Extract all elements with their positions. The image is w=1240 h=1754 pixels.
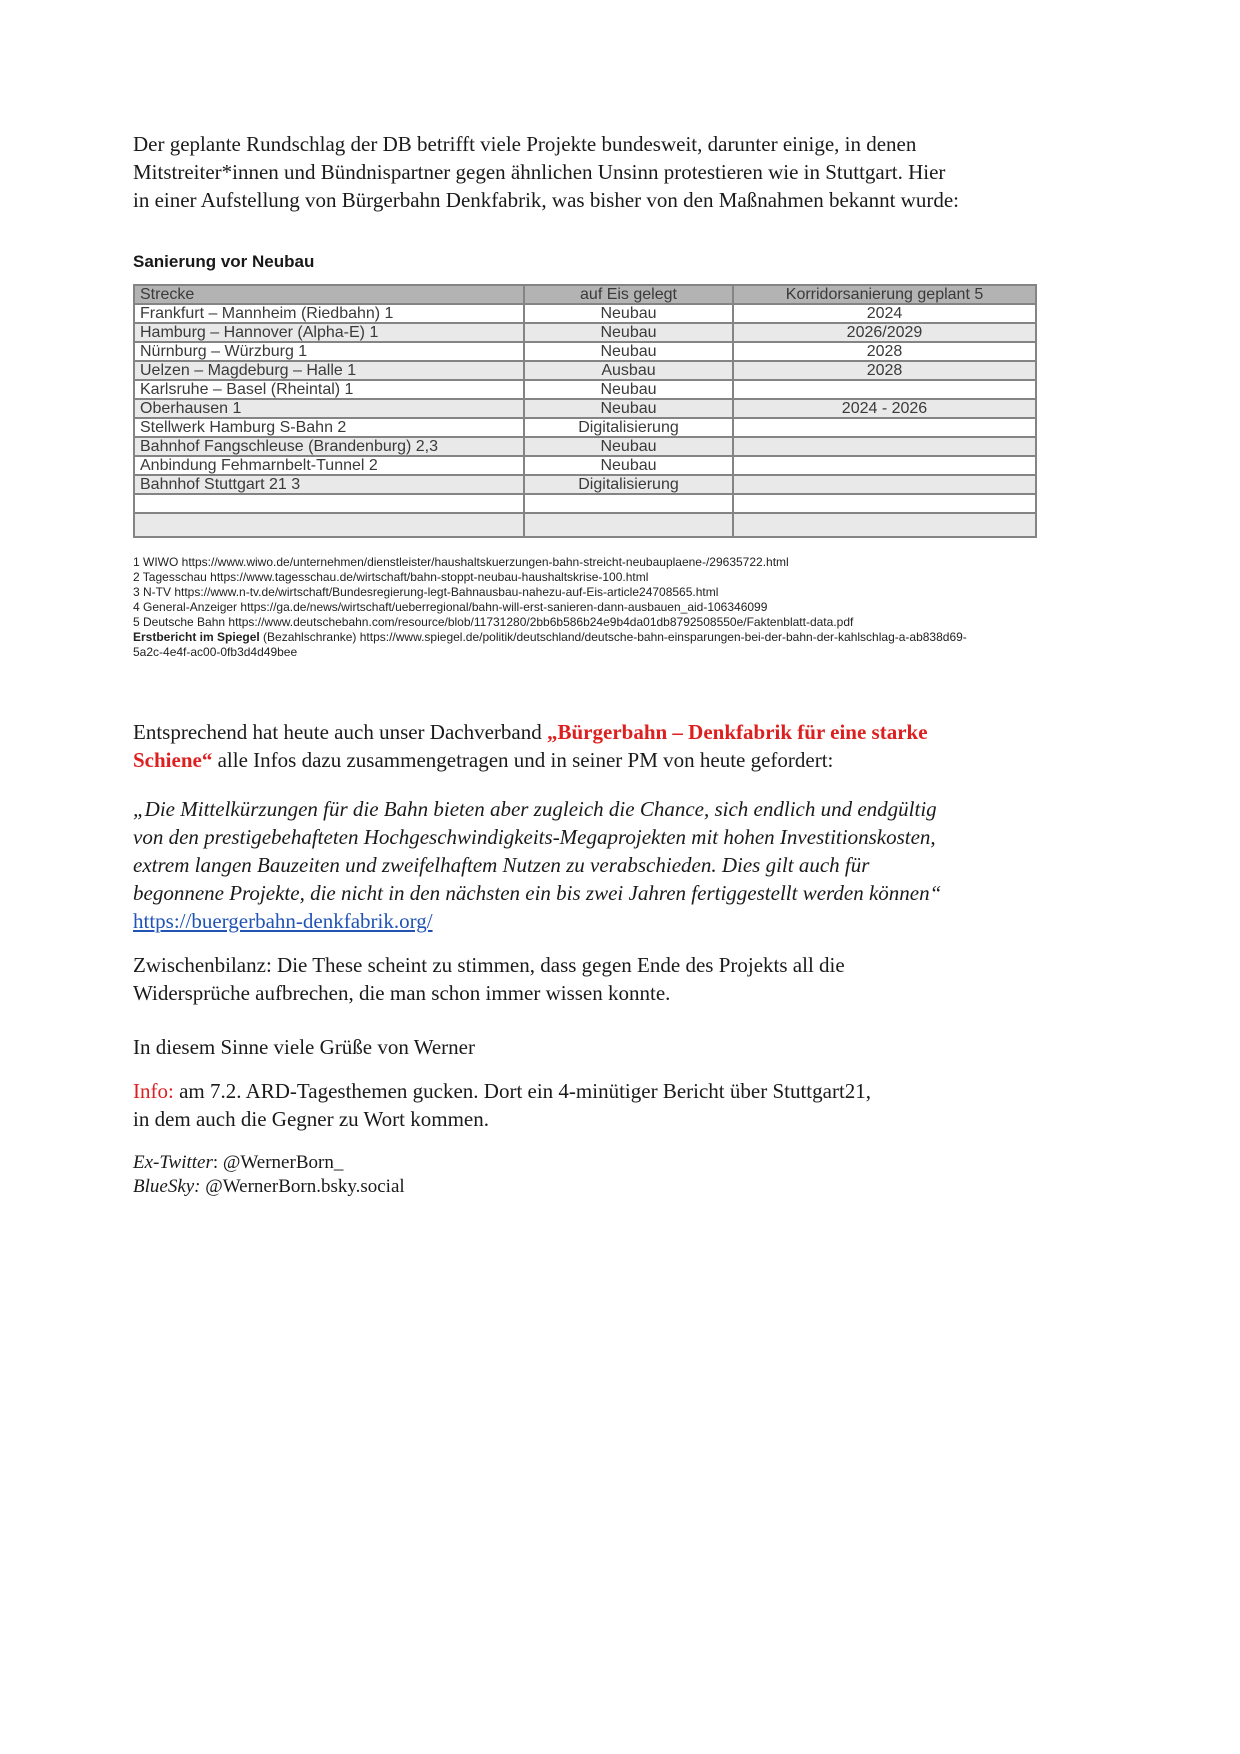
table-row: [134, 475, 1036, 494]
cell-strecke: Nürnburg – Würzburg 1: [134, 342, 524, 361]
cell-status: [524, 513, 733, 537]
table-row: [134, 361, 1036, 380]
signature-block: [133, 1151, 1240, 1199]
info-line2: in dem auch die Gegner zu Wort kommen.: [133, 1107, 489, 1131]
dachverband-highlight: „Bürgerbahn – Denkfabrik für eine starke Schiene“: [133, 720, 928, 772]
dachverband-text-before: Entsprechend hat heute auch unser Dachverband: [133, 720, 547, 744]
info-paragraph: [133, 1077, 965, 1133]
cell-plan: [733, 494, 1036, 513]
footnote-line: 3 N-TV https://www.n-tv.de/wirtschaft/Bundesregierung-legt-Bahnausbau-nahezu-auf-Eis-article24708565.html: [133, 585, 719, 599]
cell-status: [524, 494, 733, 513]
table-row: [134, 399, 1036, 418]
footnote-line: 4 General-Anzeiger https://ga.de/news/wirtschaft/ueberregional/bahn-will-erst-sanieren-dann-ausbauen_aid-106346099: [133, 600, 768, 614]
spiegel-note-rest: (Bezahlschranke) https://www.spiegel.de/politik/deutschland/deutsche-bahn-einsparungen-bei-der-bahn-der-kahlschlag-a-ab838d69-5a2c-4e4f-ac00-0fb3d4d49bee: [133, 630, 967, 659]
cell-strecke: Anbindung Fehmarnbelt-Tunnel 2: [134, 456, 524, 475]
footnotes-block: [133, 555, 981, 660]
cell-plan: [733, 418, 1036, 437]
cell-strecke: [134, 513, 524, 537]
cell-status: Neubau: [524, 304, 733, 323]
gruss-paragraph: In diesem Sinne viele Grüße von Werner: [133, 1035, 475, 1059]
footnote-line: 1 WIWO https://www.wiwo.de/unternehmen/dienstleister/haushaltskuerzungen-bahn-streicht-neubauplaene-/29635722.html: [133, 555, 789, 569]
footnote-line: 2 Tagesschau https://www.tagesschau.de/wirtschaft/bahn-stoppt-neubau-haushaltskrise-100.html: [133, 570, 649, 584]
table-row: [134, 418, 1036, 437]
table-row: [134, 494, 1036, 513]
cell-strecke: Stellwerk Hamburg S-Bahn 2: [134, 418, 524, 437]
table-row: [134, 323, 1036, 342]
cell-strecke: Karlsruhe – Basel (Rheintal) 1: [134, 380, 524, 399]
quote-paragraph: [133, 795, 965, 935]
cell-plan: [733, 380, 1036, 399]
info-label: Info:: [133, 1079, 174, 1103]
cell-plan: [733, 437, 1036, 456]
intro-paragraph: Der geplante Rundschlag der DB betrifft viele Projekte bundesweit, darunter einige, in denen Mitstreiter*innen und Bündnispartner gegen ähnlichen Unsinn protestieren wie in Stuttgart. Hier in einer Aufstellung von Bürgerbahn Denkfabrik, was bisher von den Maßnahmen bekannt wurde:: [133, 132, 959, 212]
twitter-label: Ex-Twitter: [133, 1152, 213, 1173]
cell-status: Neubau: [524, 456, 733, 475]
cell-status: Neubau: [524, 437, 733, 456]
cell-status: Neubau: [524, 399, 733, 418]
buergerbahn-link[interactable]: https://buergerbahn-denkfabrik.org/: [133, 909, 433, 933]
footnote-line: 5 Deutsche Bahn https://www.deutschebahn.com/resource/blob/11731280/2bb6b586b24e9b4da01db8792508550e/Faktenblatt-data.pdf: [133, 615, 854, 629]
cell-plan: 2024: [733, 304, 1036, 323]
cell-plan: 2028: [733, 342, 1036, 361]
column-header-korridorsanierung: Korridorsanierung geplant 5: [733, 285, 1036, 304]
cell-plan: [733, 475, 1036, 494]
table-row: [134, 304, 1036, 323]
cell-strecke: Hamburg – Hannover (Alpha-E) 1: [134, 323, 524, 342]
cell-strecke: Bahnhof Stuttgart 21 3: [134, 475, 524, 494]
cell-strecke: Oberhausen 1: [134, 399, 524, 418]
cell-status: Neubau: [524, 323, 733, 342]
table-row: [134, 456, 1036, 475]
cell-plan: 2028: [733, 361, 1036, 380]
cell-strecke: Frankfurt – Mannheim (Riedbahn) 1: [134, 304, 524, 323]
cell-plan: [733, 456, 1036, 475]
renovation-table: [133, 284, 1037, 538]
cell-status: Ausbau: [524, 361, 733, 380]
spiegel-note: [133, 630, 981, 660]
table-row: [134, 513, 1036, 537]
bluesky-handle: @WernerBorn.bsky.social: [200, 1176, 405, 1197]
column-header-strecke: Strecke: [134, 285, 524, 304]
cell-status: Neubau: [524, 380, 733, 399]
cell-strecke: [134, 494, 524, 513]
section-heading: Sanierung vor Neubau: [133, 252, 315, 271]
twitter-line: [133, 1151, 1240, 1175]
bluesky-label: BlueSky:: [133, 1176, 201, 1197]
table-row: [134, 342, 1036, 361]
zwischenbilanz-paragraph: Zwischenbilanz: Die These scheint zu stimmen, dass gegen Ende des Projekts all die Widersprüche aufbrechen, die man schon immer wissen konnte.: [133, 953, 845, 1005]
cell-strecke: Uelzen – Magdeburg – Halle 1: [134, 361, 524, 380]
spiegel-note-bold: Erstbericht im Spiegel: [133, 630, 260, 644]
quote-text: „Die Mittelkürzungen für die Bahn bieten aber zugleich die Chance, sich endlich und endgültig von den prestigebehafteten Hochgeschwindigkeits-Megaprojekten mit hohen Investitionskosten, extrem langen Bauzeiten und zweifelhaftem Nutzen zu verabschieden. Dies gilt auch für begonnene Projekte, die nicht in den nächsten ein bis zwei Jahren fertiggestellt werden können“: [133, 797, 942, 905]
dachverband-paragraph: [133, 718, 965, 774]
info-line1: am 7.2. ARD-Tagesthemen gucken. Dort ein 4-minütiger Bericht über Stuttgart21,: [173, 1079, 872, 1103]
twitter-handle: : @WernerBorn_: [212, 1152, 344, 1173]
cell-plan: 2024 - 2026: [733, 399, 1036, 418]
cell-status: Digitalisierung: [524, 475, 733, 494]
table-row: [134, 437, 1036, 456]
cell-plan: 2026/2029: [733, 323, 1036, 342]
table-header-row: [134, 285, 1036, 304]
dachverband-text-after: alle Infos dazu zusammengetragen und in seiner PM von heute gefordert:: [212, 748, 834, 772]
table-row: [134, 380, 1036, 399]
cell-status: Digitalisierung: [524, 418, 733, 437]
column-header-auf-eis-gelegt: auf Eis gelegt: [524, 285, 733, 304]
cell-status: Neubau: [524, 342, 733, 361]
cell-strecke: Bahnhof Fangschleuse (Brandenburg) 2,3: [134, 437, 524, 456]
cell-plan: [733, 513, 1036, 537]
bluesky-line: [133, 1175, 1240, 1199]
